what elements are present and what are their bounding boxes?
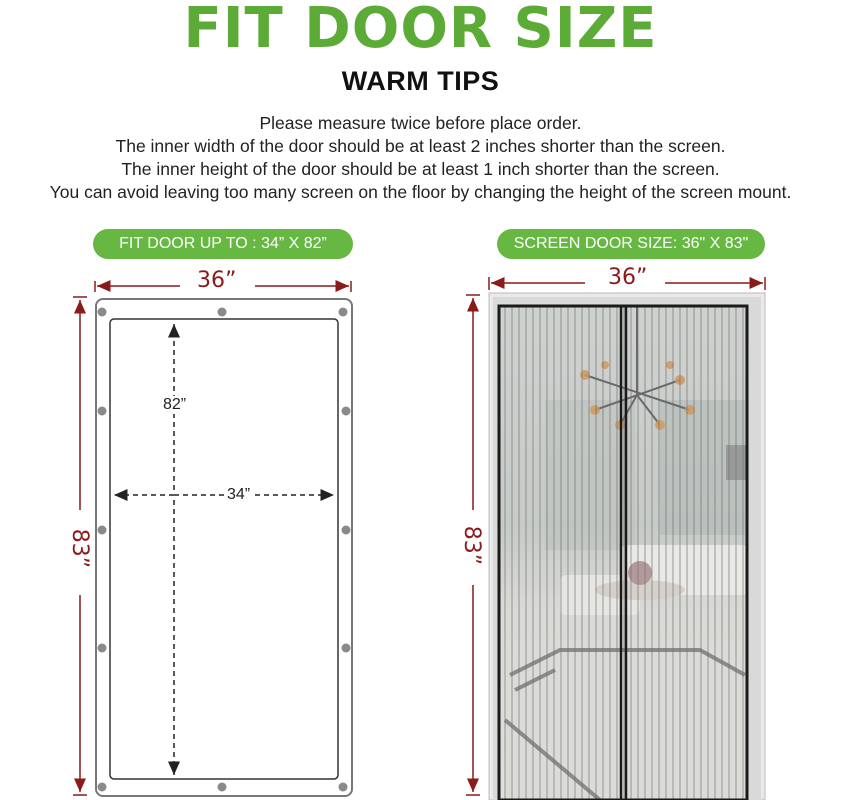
screen-width-label: 36” xyxy=(608,265,648,290)
outer-height-label: 83” xyxy=(67,528,93,569)
tip-line: Please measure twice before place order. xyxy=(259,113,582,133)
warm-tips-heading: WARM TIPS xyxy=(341,66,500,96)
right-screen-door-diagram xyxy=(466,277,765,800)
tip-line: You can avoid leaving too many screen on the floor by changing the height of the screen mount. xyxy=(49,182,792,202)
left-door-diagram xyxy=(73,281,352,796)
screen-height-label: 83” xyxy=(459,525,485,566)
inner-width-label: 34” xyxy=(224,486,253,504)
fit-door-badge: FIT DOOR UP TO : 34” X 82” xyxy=(93,229,353,259)
screen-door-size-badge: SCREEN DOOR SIZE: 36" X 83" xyxy=(497,229,765,259)
tip-line: The inner width of the door should be at least 2 inches shorter than the screen. xyxy=(115,136,726,156)
tip-line: The inner height of the door should be at least 1 inch shorter than the screen. xyxy=(121,159,720,179)
inner-height-label: 82” xyxy=(160,396,189,414)
page-title: FIT DOOR SIZE xyxy=(183,0,658,61)
outer-width-label: 36” xyxy=(197,268,237,293)
